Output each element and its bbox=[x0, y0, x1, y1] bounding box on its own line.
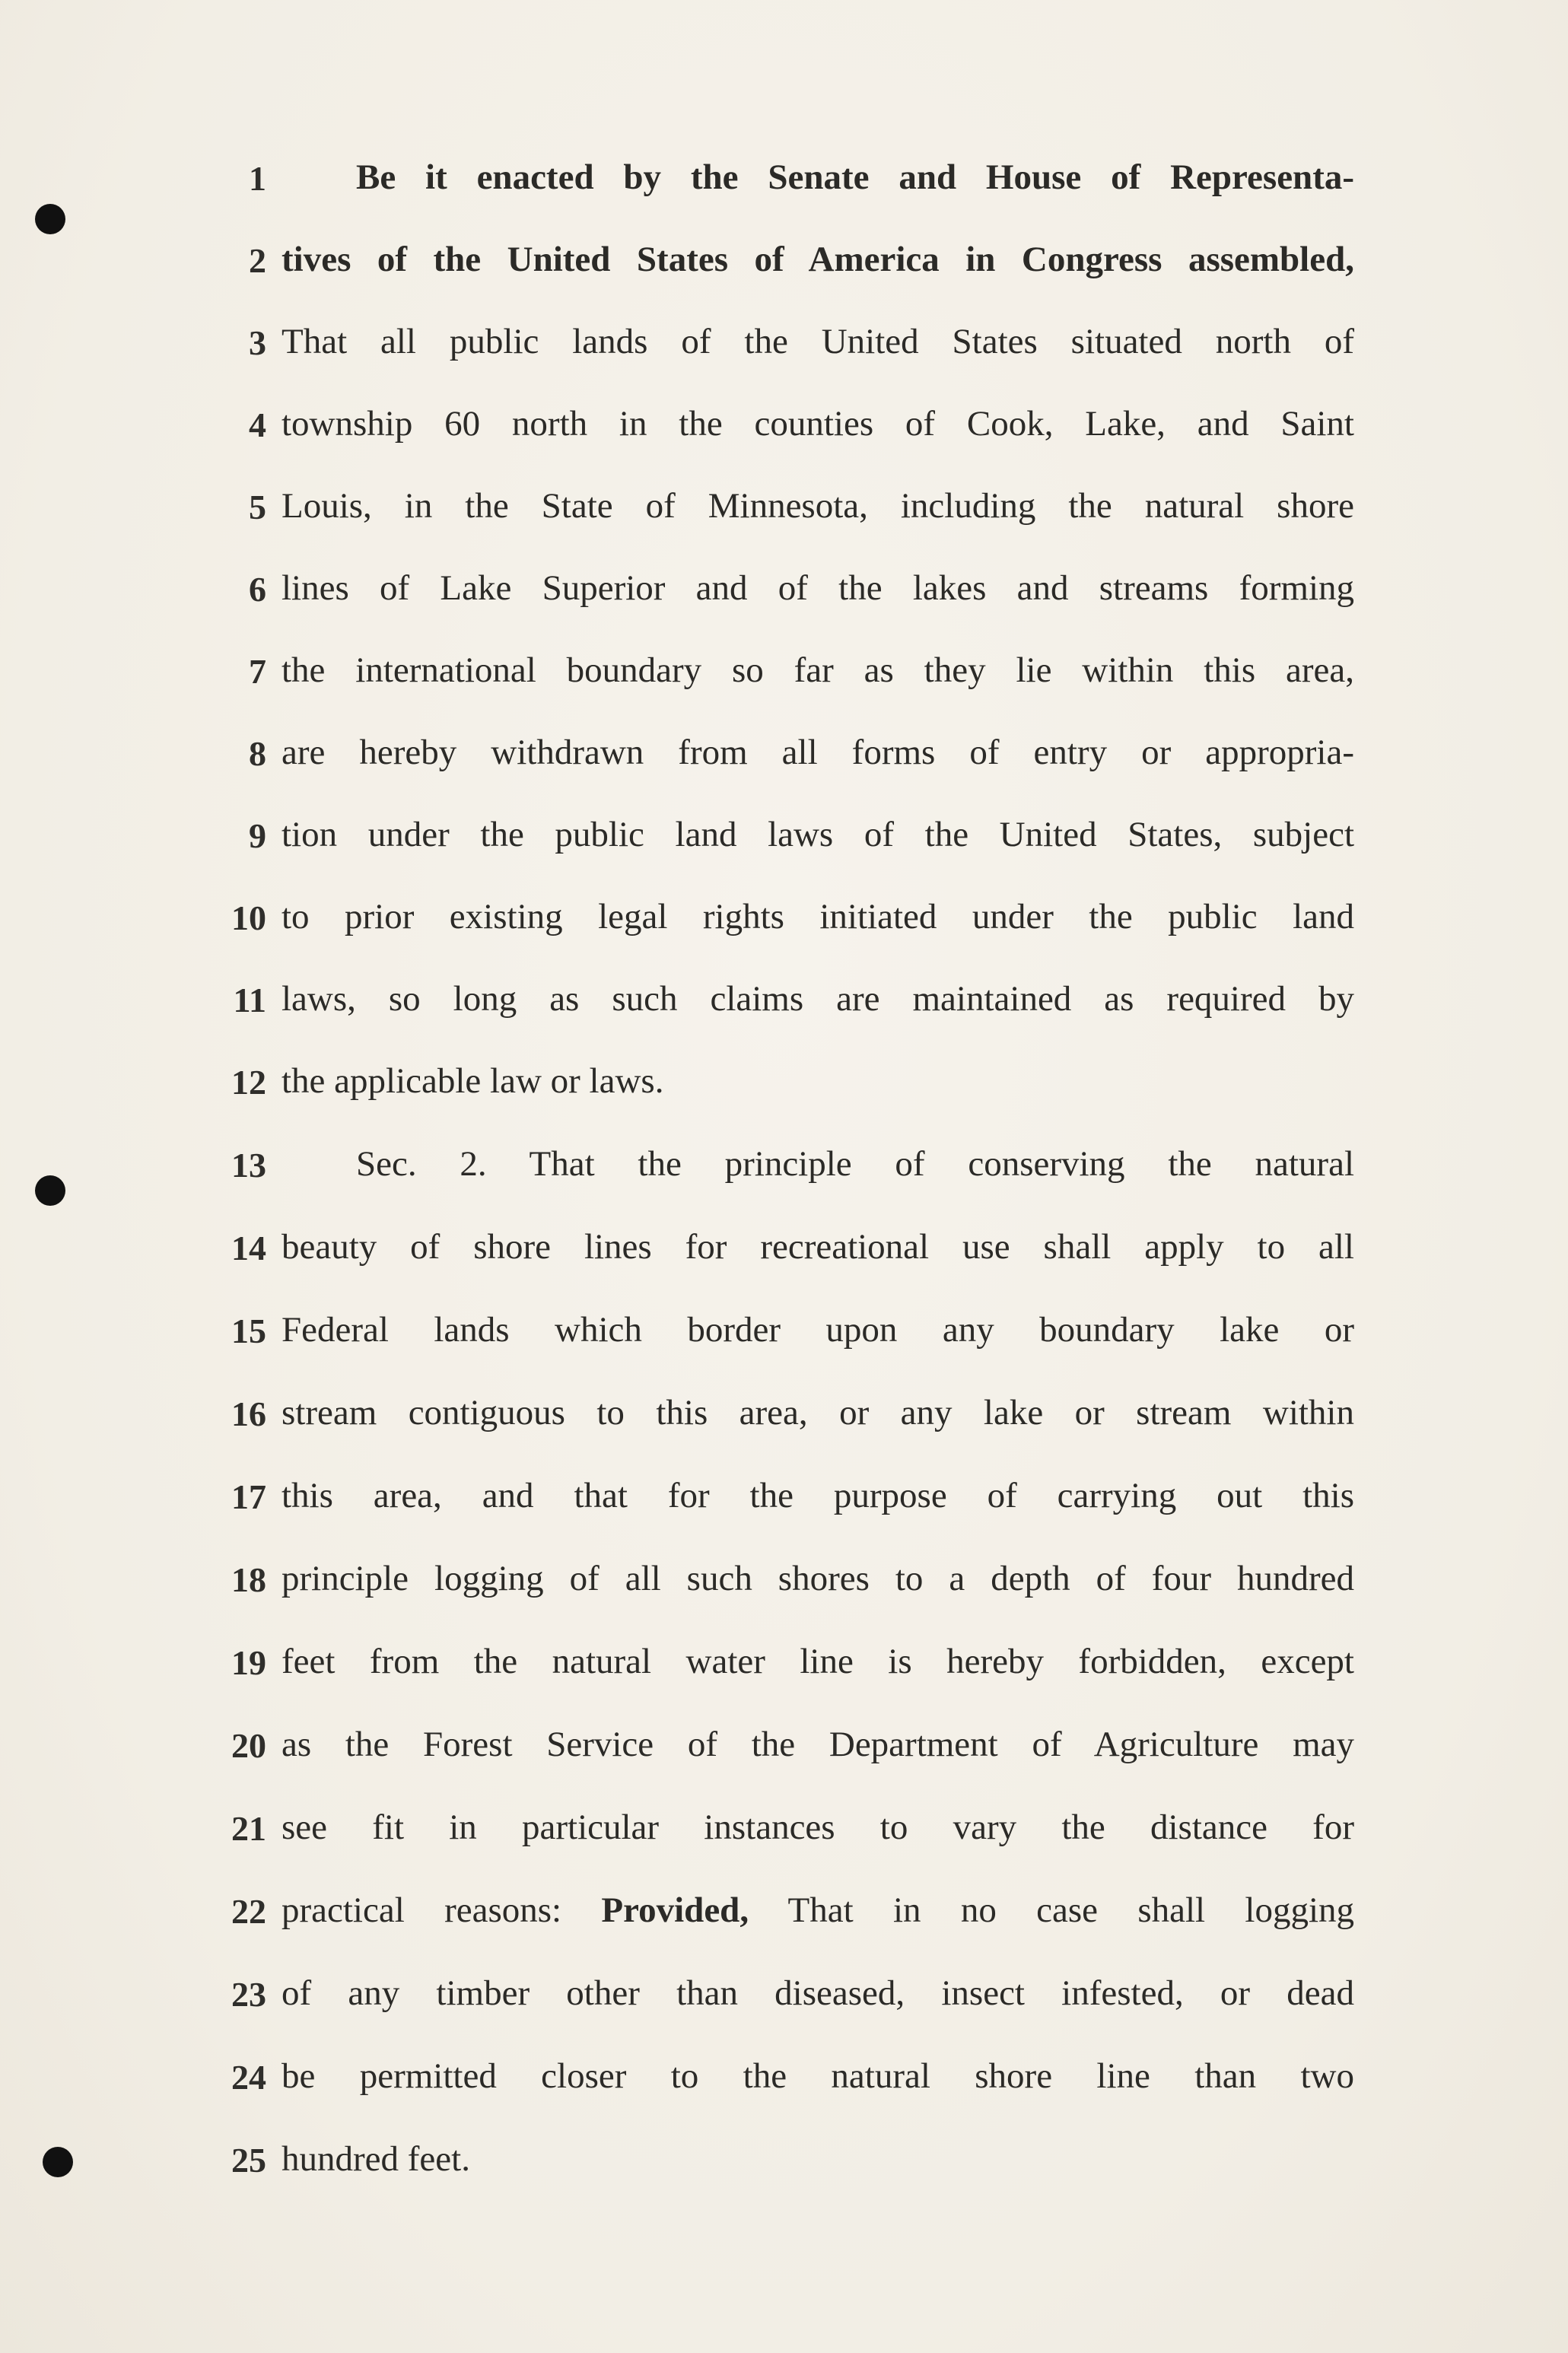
punch-hole bbox=[35, 1175, 65, 1206]
line-number: 21 bbox=[231, 1809, 266, 1848]
line-text: feet from the natural water line is hereby forbidden, except bbox=[281, 1642, 1354, 1681]
line-text: are hereby withdrawn from all forms of entry or appropria- bbox=[281, 733, 1354, 772]
line-number: 23 bbox=[231, 1975, 266, 2014]
line-text-segment: That in no case shall logging bbox=[787, 1890, 1355, 1930]
line-number: 17 bbox=[231, 1477, 266, 1516]
line-text: lines of Lake Superior and of the lakes and streams forming bbox=[281, 568, 1354, 608]
line-number: 11 bbox=[233, 981, 266, 1019]
line-number: 12 bbox=[231, 1063, 266, 1102]
line-text: Be it enacted by the Senate and House of Representa- bbox=[356, 157, 1354, 197]
line-text: Sec. 2. That the principle of conserving the natural bbox=[356, 1144, 1354, 1184]
punch-hole bbox=[43, 2147, 73, 2177]
line-number: 2 bbox=[249, 241, 266, 280]
line-text: the international boundary so far as they lie within this area, bbox=[281, 650, 1354, 690]
line-number: 19 bbox=[231, 1643, 266, 1682]
line-number: 8 bbox=[249, 734, 266, 773]
line-number: 10 bbox=[231, 898, 266, 937]
line-number: 3 bbox=[249, 323, 266, 362]
line-number: 4 bbox=[249, 405, 266, 444]
line-number: 22 bbox=[231, 1892, 266, 1931]
line-text: this area, and that for the purpose of carrying out this bbox=[281, 1476, 1354, 1515]
line-text: principle logging of all such shores to a depth of four hundred bbox=[281, 1559, 1354, 1598]
line-number: 14 bbox=[231, 1229, 266, 1267]
line-text: Louis, in the State of Minnesota, including the natural shore bbox=[281, 486, 1354, 526]
line-number: 9 bbox=[249, 816, 266, 855]
line-text: as the Forest Service of the Department of Agriculture may bbox=[281, 1725, 1354, 1764]
line-text: hundred feet. bbox=[281, 2139, 470, 2179]
line-text: beauty of shore lines for recreational use shall apply to all bbox=[281, 1227, 1354, 1267]
line-text: Federal lands which border upon any boundary lake or bbox=[281, 1310, 1354, 1350]
line-text: to prior existing legal rights initiated under the public land bbox=[281, 897, 1354, 936]
line-number: 15 bbox=[231, 1312, 266, 1350]
provided-keyword: Provided, bbox=[601, 1890, 749, 1930]
line-text: tion under the public land laws of the United States, subject bbox=[281, 815, 1354, 854]
line-text-segment: practical reasons: bbox=[281, 1890, 562, 1930]
line-number: 7 bbox=[249, 652, 266, 691]
line-number: 13 bbox=[231, 1146, 266, 1184]
line-text bbox=[281, 1890, 1354, 1931]
line-text: of any timber other than diseased, insect infested, or dead bbox=[281, 1973, 1354, 2013]
line-text: That all public lands of the United States situated north of bbox=[281, 322, 1354, 361]
line-text: the applicable law or laws. bbox=[281, 1061, 664, 1101]
line-number: 1 bbox=[249, 159, 266, 198]
line-number: 16 bbox=[231, 1394, 266, 1433]
line-number: 24 bbox=[231, 2058, 266, 2097]
line-number: 25 bbox=[231, 2141, 266, 2180]
line-text: laws, so long as such claims are maintained as required by bbox=[281, 979, 1354, 1019]
line-text: tives of the United States of America in Congress assembled, bbox=[281, 240, 1354, 279]
line-number: 6 bbox=[249, 570, 266, 609]
line-text: see fit in particular instances to vary the distance for bbox=[281, 1808, 1354, 1847]
line-text: township 60 north in the counties of Cook, Lake, and Saint bbox=[281, 404, 1354, 444]
line-text: be permitted closer to the natural shore line than two bbox=[281, 2056, 1354, 2096]
line-text: stream contiguous to this area, or any lake or stream within bbox=[281, 1393, 1354, 1432]
line-number: 5 bbox=[249, 488, 266, 526]
line-number: 18 bbox=[231, 1560, 266, 1599]
line-number: 20 bbox=[231, 1726, 266, 1765]
punch-hole bbox=[35, 204, 65, 234]
